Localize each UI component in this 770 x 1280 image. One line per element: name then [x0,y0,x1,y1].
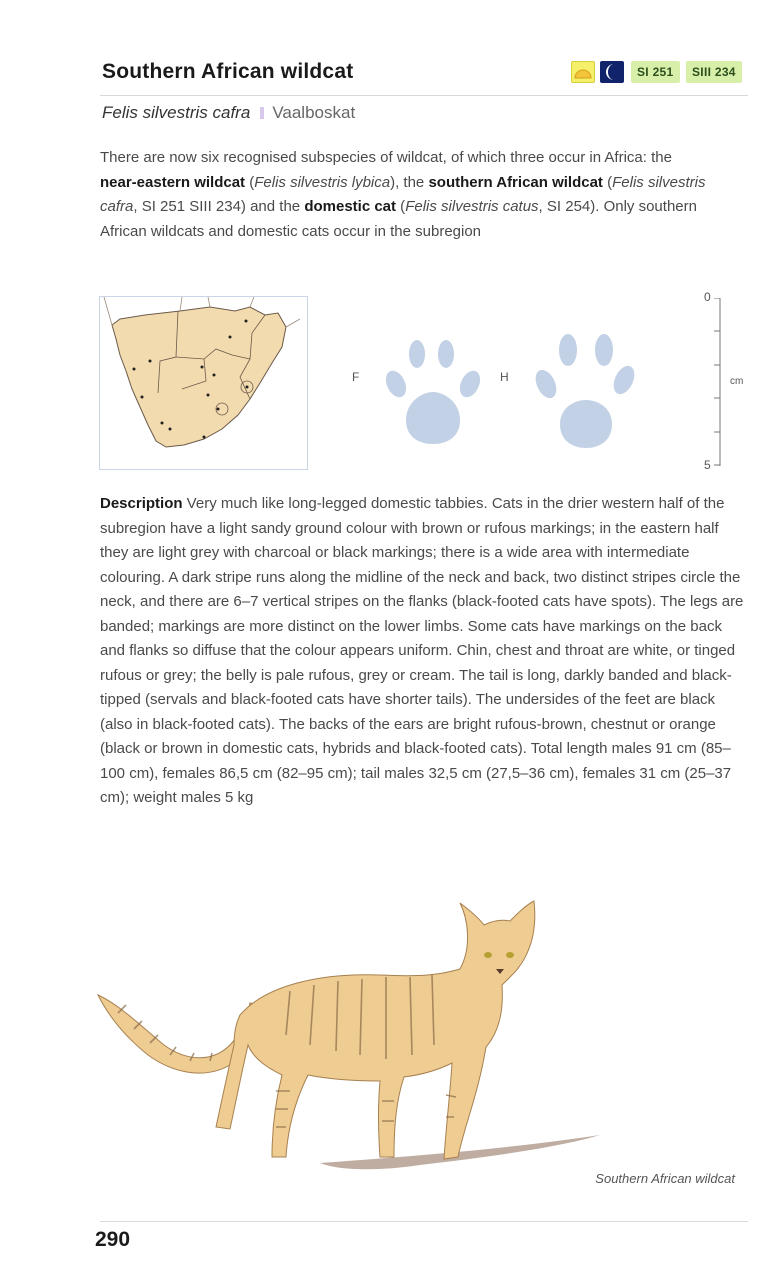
diurnal-badge [571,61,595,83]
southern-africa-map [100,297,307,469]
species-names [102,103,355,123]
intro-bold-term: domestic cat [304,198,397,215]
front-paw-print [380,334,490,449]
footer-divider [100,1221,748,1222]
intro-text: ( [602,173,613,191]
intro-scientific-name: Felis silvestris catus [405,198,539,215]
intro-text: ( [245,173,255,191]
description-text: Very much like long-legged domestic tabbies. Cats in the drier western half of the subregion have a light sandy ground colour with brown or rufous markings; in the eastern half they are light grey with charcoal or black markings; there is a wide area with intermediate colouring. A dark stripe runs along the midline of the neck and back, two distinct stripes circle the neck, and there are 6–7 vertical stripes on the flanks (black-footed cats have spots). The legs are banded; markings are more distinct on the lower limbs. Some cats have markings on the back and flanks so diffuse that the colour appears uniform. Chin, chest and throat are white, or tinged rufous or grey; the belly is pale rufous, grey or cream. The tail is long, darkly banded and black-tipped (servals and black-footed cats have shorter tails). The undersides of the feet are black (also in black-footed cats). The backs of the ears are bright rufous-brown, chestnut or orange (black or brown in domestic cats, hybrids and black-footed cats). Total length males 91 cm (85–100 cm), females 86,5 cm (82–95 cm); tail males 32,5 cm (27,5–36 cm), females 31 cm (25–37 cm); weight males 5 kg [100,495,744,806]
scientific-name: Felis silvestris cafra [102,103,251,122]
scale-start-label: 0 [704,290,711,304]
intro-text: , SI 254). Only southern African wildcats and domestic cats occur in the subregion [100,198,697,240]
si-reference-badge: SI 251 [631,61,680,83]
nocturnal-badge [600,61,624,83]
hind-paw-print [528,328,643,452]
track-scale-ruler [712,298,722,466]
header-divider [100,95,748,96]
intro-bold-term: southern African wildcat [428,173,603,191]
intro-text: ), the [390,173,429,191]
intro-text: There are now six recognised subspecies of wildcat, of which three occur in Africa: the [100,149,672,166]
scale-end-label: 5 [704,458,711,472]
intro-text: ( [396,198,406,215]
distribution-map [99,296,308,470]
intro-bold-term: near-eastern wildcat [100,173,246,191]
name-separator [260,107,264,119]
intro-scientific-name: Felis silvestris cafra [100,173,706,215]
intro-scientific-name: Felis silvestris lybica [254,173,391,191]
page-title: Southern African wildcat [102,60,354,83]
hind-track-label: H [500,370,509,384]
tracks-panel [330,290,750,480]
moon-icon [600,61,624,83]
front-track-label: F [352,370,360,384]
illustration-caption: Southern African wildcat [595,1171,735,1186]
scale-unit-label: cm [730,376,744,387]
sun-icon [572,62,594,82]
intro-paragraph [100,146,712,244]
intro-text: , SI 251 SIII 234) and the [133,198,305,215]
description-paragraph [100,492,746,811]
siii-reference-badge: SIII 234 [686,61,742,83]
wildcat-illustration [90,895,710,1195]
afrikaans-name: Vaalboskat [272,103,356,122]
page-number: 290 [95,1228,131,1251]
description-heading: Description [100,495,183,512]
